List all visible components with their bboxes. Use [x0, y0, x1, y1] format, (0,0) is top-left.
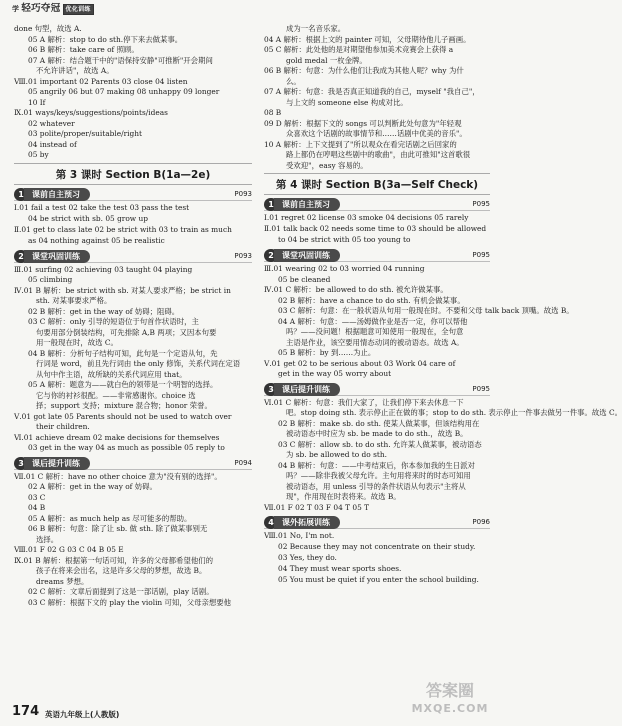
answer-line: done 句型，故选 A. — [14, 24, 82, 33]
answer-line: 它与你的衬衫很配。——非常感谢你。choice 选 — [36, 390, 196, 400]
banner-title: 课堂巩固训练 — [274, 249, 340, 262]
answer-line: 06 B 解析：句意：除了让 sb. 做 sth. 除了做某事别无 — [28, 524, 208, 533]
section-banner — [14, 250, 252, 263]
watermark — [404, 680, 496, 724]
answer-line: 10 If — [28, 97, 46, 107]
answer-line: 成为一名音乐家。 — [286, 24, 346, 33]
banner-number: 1 — [264, 198, 278, 211]
answer-line: as 04 nothing against 05 be realistic — [28, 235, 165, 245]
banner-number: 2 — [14, 250, 28, 263]
lesson-title: 第 3 课时 Section B(1a—2e) — [14, 163, 252, 185]
answer-line: Ⅸ.01 ways/keys/suggestions/points/ideas — [14, 108, 168, 117]
answer-line: 03 C 解析：根据下文的 play the violin 可知，父母亲想要他 — [28, 597, 232, 607]
answer-line: 02 whatever — [28, 118, 75, 128]
answer-line: 05 angrily 06 but 07 making 08 unhappy 09 longer — [28, 87, 220, 96]
banner-page-ref: P096 — [472, 518, 490, 526]
answer-line: Ⅲ.01 wearing 02 to 03 worried 04 running — [264, 264, 425, 273]
answer-line: 02 C 解析：文章后面提到了这是一部话剧，play 话剧。 — [28, 587, 214, 596]
answer-line: dreams 梦想。 — [36, 576, 89, 586]
answer-line: 08 B — [264, 108, 282, 117]
section-banner — [264, 249, 490, 262]
answer-line: 04 B 解析：分析句子结构可知，此句是一个定语从句，先 — [28, 348, 218, 358]
watermark-line: 答案圈 — [425, 681, 474, 700]
answer-line: 07 A 解析：句意：我是否真正知道我的自己，myself "我自己"， — [264, 87, 480, 96]
banner-number: 3 — [264, 383, 278, 396]
answer-line: 06 B 解析：句意：为什么他们让我成为其他人呢？why 为什 — [264, 66, 464, 75]
banner-title: 课外拓展训练 — [274, 516, 340, 529]
section-banner — [14, 457, 252, 470]
answer-line: 02 A 解析：get in the way of 妨碍。 — [28, 482, 157, 491]
answer-line: Ⅰ.01 regret 02 license 03 smoke 04 decisions 05 rarely — [264, 213, 469, 222]
answer-line: Ⅰ.01 fail a test 02 take the test 03 pass the test — [14, 202, 190, 212]
answer-line: 为 sb. be allowed to do sth. — [286, 450, 387, 459]
answer-line: 么。 — [286, 76, 301, 86]
answer-line: 从句中作主语，故所缺的关系代词应用 that。 — [36, 369, 187, 379]
answer-line: 05 by — [28, 150, 49, 159]
answer-line: 04 A 解析：根据上文的 painter 可知，父母期待他儿子画画。 — [264, 34, 471, 44]
answer-line: Ⅶ.01 F 02 T 03 F 04 T 05 T — [264, 502, 370, 512]
answer-line: 被动语态，用 unless 引导的条件状语从句表示"主将从 — [286, 481, 466, 491]
answer-line: Ⅶ.01 C 解析：have no other choice 意为"没有别的选择"。 — [14, 471, 222, 481]
banner-page-ref: P095 — [472, 200, 490, 208]
answer-line: 03 polite/proper/suitable/right — [28, 129, 142, 138]
answer-line: 03 get in the way 04 as much as possible 05 reply to — [28, 443, 225, 452]
answer-line: 被动语态中时应为 sb. be made to do sth.，故选 B。 — [286, 429, 468, 438]
answer-line: 05 be cleaned — [278, 274, 331, 284]
answer-line: Ⅳ.01 C 解析：be allowed to do sth. 被允许做某事。 — [264, 285, 448, 294]
answer-line: Ⅷ.01 No, I'm not. — [264, 531, 335, 540]
logo-text: 轻巧夺冠 — [21, 3, 61, 14]
answer-line: Ⅳ.01 B 解析：be strict with sb. 对某人要求严格；be strict in — [14, 285, 231, 295]
answer-line: 10 A 解析：上下文提到了"所以观众在看完话剧之后回家的 — [264, 139, 457, 149]
answer-line: 选择。 — [36, 534, 59, 544]
answer-line: 吗？——除非我被父母允许。主句用将来时的时态可知用 — [286, 471, 471, 480]
answer-line: 04 be strict with sb. 05 grow up — [28, 213, 148, 223]
banner-number: 4 — [264, 516, 278, 529]
answer-line: 09 D 解析：根据下文的 songs 可以判断此处句意为"年轻观 — [264, 118, 462, 128]
answer-line: to 04 be strict with 05 too young to — [278, 235, 411, 244]
answer-line: 07 A 解析：结合题干中的"语保持安静"可推断"开会期间 — [28, 55, 213, 65]
answer-line: 04 B — [28, 503, 46, 512]
answer-line: 03 C — [28, 492, 46, 502]
banner-number: 2 — [264, 249, 278, 262]
answer-line: 现"，作用现在时表将来。故选 B。 — [286, 492, 401, 501]
answer-line: 04 B 解析：句意：——中考结束后，你本参加我的生日派对 — [278, 460, 475, 470]
banner-title: 课前自主预习 — [24, 188, 90, 201]
banner-page-ref: P093 — [234, 251, 252, 260]
answer-line: 05 climbing — [28, 275, 73, 284]
answer-line: 05 You must be quiet if you enter the school building. — [278, 575, 479, 584]
left-column — [14, 24, 252, 608]
answer-line: 02 B 解析：make sb. do sth. 使某人做某事，但该结构用在 — [278, 418, 480, 428]
answer-line: 03 C 解析：句意：在一般状语从句用一般现在时。不要和父母 talk back 顶嘴。故选 B。 — [278, 306, 574, 315]
section-banner — [264, 383, 490, 396]
answer-line: 吧。stop doing sth. 表示停止正在做的事；stop to do sth. 表示停止一件事去做另一件事。故选 C。 — [286, 408, 622, 417]
answer-line: 03 C 解析：only 引导的短语位于句首作状语时，主 — [28, 317, 199, 326]
answer-line: 受欢迎"，easy 容易的。 — [286, 160, 368, 170]
banner-page-ref: P095 — [472, 251, 490, 259]
page-header — [0, 0, 500, 24]
lesson-title: 第 4 课时 Section B(3a—Self Check) — [264, 173, 490, 195]
answer-line: Ⅷ.01 important 02 Parents 03 close 04 listen — [14, 76, 188, 86]
answer-line: 孩子在将来会出名，这是许多父母的梦想，故选 B。 — [36, 566, 207, 575]
answer-line: Ⅱ.01 talk back 02 needs some time to 03 should be allowed — [264, 224, 487, 233]
section-banner — [14, 188, 252, 201]
answer-line: sth. 对某事要求严格。 — [36, 296, 112, 305]
banner-title: 课后提升训练 — [24, 457, 90, 470]
banner-page-ref: P095 — [472, 384, 490, 393]
answer-line: 05 A 解析：stop to do sth.停下来去做某事。 — [28, 34, 183, 44]
answer-line: 择；support 支持；mixture 混合物；honor 荣誉。 — [36, 401, 212, 410]
banner-page-ref: P093 — [234, 189, 252, 198]
answer-line: Ⅱ.01 get to class late 02 be strict with 03 to train as much — [14, 224, 232, 234]
answer-line: 04 instead of — [28, 139, 77, 149]
answer-line: Ⅸ.01 B 解析：根据第一句话可知，许多的父母都希望他们的 — [14, 555, 214, 565]
banner-number: 3 — [14, 457, 28, 470]
answer-line: 04 A 解析：句意：——汤姆做作业是否一定，你可以帮他 — [278, 316, 468, 326]
banner-number: 1 — [14, 188, 28, 201]
watermark-line: MXQE.COM — [411, 702, 489, 715]
logo-tag: 优化训练 — [63, 4, 94, 15]
section-banner — [264, 516, 490, 529]
banner-title: 课前自主预习 — [274, 198, 340, 211]
answer-line: 02 B 解析：get in the way of 妨碍；阻碍。 — [28, 306, 180, 316]
answer-line: Ⅲ.01 surfing 02 achieving 03 taught 04 playing — [14, 264, 193, 274]
answer-line: 06 B 解析：take care of 照顾。 — [28, 45, 139, 54]
answer-line: 02 B 解析：have a chance to do sth. 有机会做某事。 — [278, 295, 465, 305]
banner-page-ref: P094 — [234, 458, 252, 467]
answer-line: Ⅴ.01 got late 05 Parents should not be used to watch over — [14, 411, 232, 421]
answer-line: 不允许讲话"，故选 A。 — [36, 66, 114, 75]
answer-line: 吗？——没问题！根据题意可知使用一般现在，全句意 — [286, 327, 464, 336]
right-column — [264, 24, 622, 586]
answer-line: 02 Because they may not concentrate on their study. — [278, 542, 476, 551]
answer-line: 05 A 解析：题意为——就白色的领带是一个明智的选择。 — [28, 380, 218, 389]
answer-line: 行词是 word，前且先行词由 the only 修饰，关系代词在定语 — [36, 359, 241, 368]
answer-line: 众喜欢这个话剧的故事情节和……话剧中优美的音乐"。 — [286, 129, 467, 138]
book-title: 英语九年级上(人教版) — [45, 710, 120, 719]
answer-line: Ⅷ.01 F 02 G 03 C 04 B 05 E — [14, 545, 124, 554]
banner-title: 课堂巩固训练 — [24, 250, 90, 263]
answer-line: Ⅴ.01 get 02 to be serious about 03 Work 04 care of — [264, 358, 456, 368]
answer-line: 03 C 解析：allow sb. to do sth. 允许某人做某事，被动语态 — [278, 439, 482, 449]
answer-line: gold medal 一枚金牌。 — [286, 55, 367, 65]
answer-line: get in the way 05 worry about — [278, 369, 392, 378]
banner-title: 课后提升训练 — [274, 383, 340, 396]
brand-logo: 学 轻巧夺冠 优化训练 — [12, 4, 94, 15]
answer-line: Ⅵ.01 achieve dream 02 make decisions for themselves — [14, 432, 220, 442]
answer-line: 05 A 解析：as much help as 尽可能多的帮助。 — [28, 513, 192, 523]
section-banner — [264, 198, 490, 211]
answer-line: 用一般现在时，故选 C。 — [36, 338, 118, 347]
answer-line: 路上都仍在哼唱这些剧中的歌曲"，由此可推知"这首歌很 — [286, 150, 471, 159]
answer-line: Ⅵ.01 C 解析：句意：我们大家了，让我们停下来去休息一下 — [264, 397, 464, 407]
answer-line: their children. — [36, 422, 90, 431]
answer-line: 主语是作业，该空要用情态动词的被动语态。故选 A。 — [286, 337, 464, 347]
answer-line: 句要用部分倒装结构，可先排除 A,B 两项；又因本句要 — [36, 327, 217, 337]
answer-line: 04 They must wear sports shoes. — [278, 564, 402, 573]
answer-line: 与上文的 someone else 构成对比。 — [286, 97, 408, 107]
answer-line: 03 Yes, they do. — [278, 553, 337, 562]
page-number: 174 — [12, 704, 40, 719]
answer-line: 05 B 解析：by 到……为止。 — [278, 348, 376, 357]
answer-line: 05 C 解析：此处他的是对期望他参加美术竞赛会上获得 a — [264, 45, 454, 54]
